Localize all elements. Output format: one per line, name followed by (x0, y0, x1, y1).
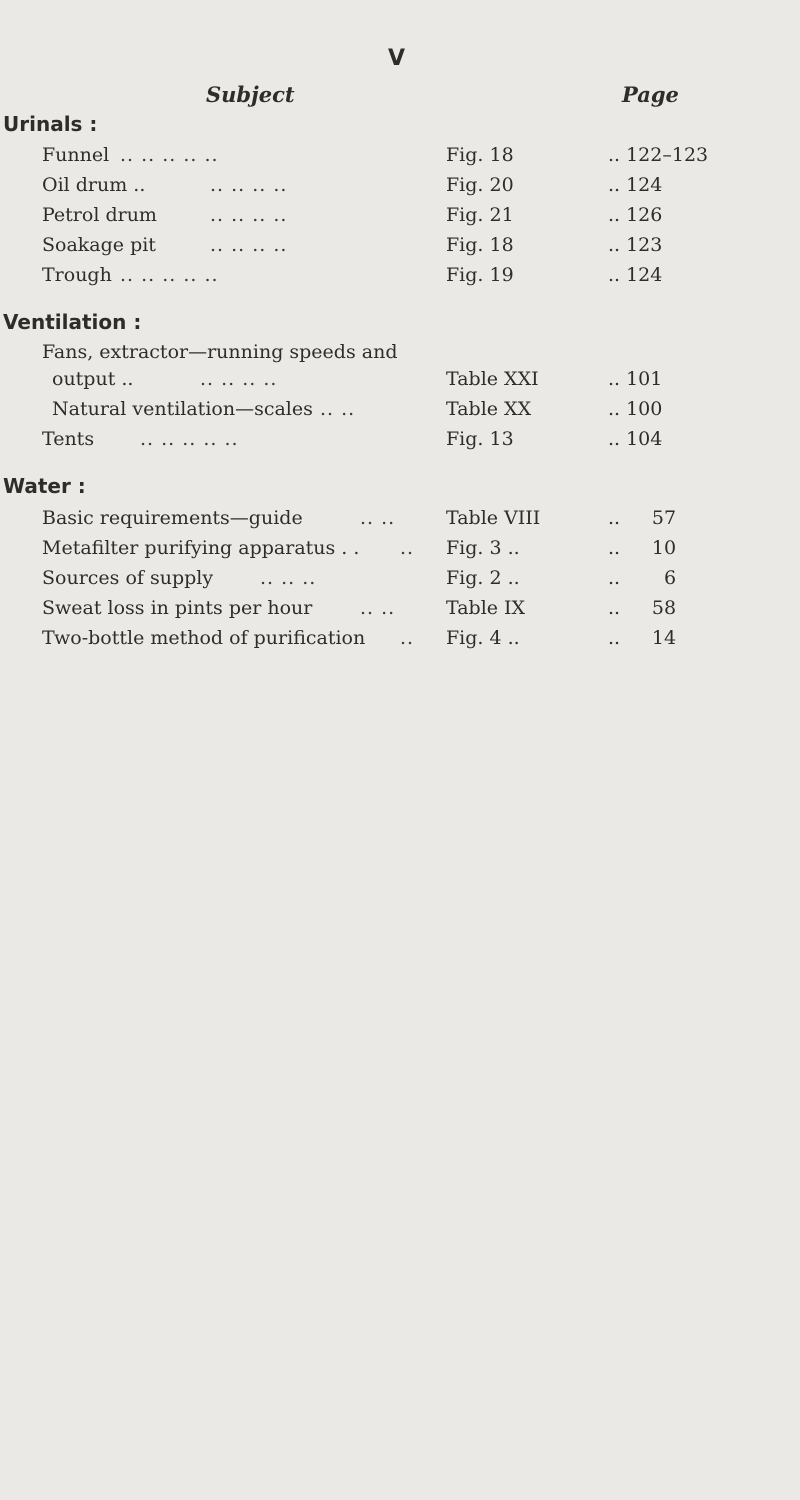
entry-page-number: 14 (651, 627, 677, 649)
entry-subject: Oil drum .. (42, 174, 146, 196)
entry-reference: Fig. 2 .. (446, 567, 520, 589)
entry-page: .. 101 (608, 364, 666, 394)
entry-page: .. 124 (608, 170, 666, 200)
section-title-urinals: Urinals : (3, 112, 98, 136)
index-entry (0, 230, 800, 260)
entry-subject: Natural ventilation—scales (52, 398, 313, 420)
entry-reference: Fig. 19 (446, 264, 514, 286)
index-entry (0, 170, 800, 200)
entry-subject: Petrol drum (42, 204, 157, 226)
leader-dots: .. .. .. .. (210, 174, 288, 196)
entry-page-number: 126 (626, 204, 663, 226)
entry-subject: Two-bottle method of purification (42, 627, 366, 649)
section-title-ventilation: Ventilation : (3, 310, 142, 334)
leader-dots: .. .. .. .. .. (120, 144, 219, 166)
index-entry (0, 563, 800, 593)
entry-subject: Funnel (42, 144, 110, 166)
section-title-water: Water : (3, 474, 86, 498)
entry-page: .. 57 (608, 503, 676, 533)
entry-reference: Fig. 4 .. (446, 627, 520, 649)
subject-column-header: Subject (206, 82, 295, 107)
entry-subject: output .. (52, 368, 134, 390)
entry-page-number: 101 (626, 368, 663, 390)
index-entry (0, 364, 800, 394)
index-entry (0, 394, 800, 424)
index-entry (0, 424, 800, 454)
leader-dots: .. .. .. (260, 567, 317, 589)
entry-reference: Fig. 18 (446, 144, 514, 166)
entry-page: .. 10 (608, 533, 676, 563)
leader-dots: .. .. .. .. (210, 204, 288, 226)
entry-page-number: 104 (626, 428, 663, 450)
entry-page-number: 122–123 (626, 144, 709, 166)
leader-dots: .. .. .. .. (210, 234, 288, 256)
index-entry (0, 623, 800, 653)
entry-page-number: 58 (651, 597, 677, 619)
entry-subject: Soakage pit (42, 234, 156, 256)
entry-reference: Table XXI (446, 368, 539, 390)
entry-page-number: 57 (651, 507, 677, 529)
index-entry (0, 593, 800, 623)
entry-reference: Fig. 13 (446, 428, 514, 450)
entry-page: .. 104 (608, 424, 666, 454)
entry-reference: Table IX (446, 597, 526, 619)
leader-dots: .. .. (360, 597, 396, 619)
entry-page: .. 126 (608, 200, 666, 230)
page-column-header: Page (622, 82, 679, 107)
leader-dots: .. .. .. .. .. (120, 264, 219, 286)
leader-dots: .. .. .. .. .. (140, 428, 239, 450)
index-entry (0, 260, 800, 290)
entry-page: .. 6 (608, 563, 676, 593)
entry-subject: Tents (42, 428, 95, 450)
entry-reference: Fig. 20 (446, 174, 514, 196)
entry-page: .. 100 (608, 394, 666, 424)
leader-dots: .. .. (320, 398, 356, 420)
leader-dots: .. (400, 627, 415, 649)
entry-page: .. 124 (608, 260, 666, 290)
entry-page: .. 58 (608, 593, 676, 623)
entry-reference: Fig. 18 (446, 234, 514, 256)
entry-reference: Table XX (446, 398, 532, 420)
entry-subject: Trough (42, 264, 112, 286)
index-entry (0, 200, 800, 230)
entry-subject-first-line: Fans, extractor—running speeds and (42, 341, 398, 363)
index-entry (0, 140, 800, 170)
leader-dots: .. (400, 537, 415, 559)
entry-page-number: 6 (664, 567, 677, 589)
entry-page: .. 14 (608, 623, 676, 653)
entry-reference: Fig. 21 (446, 204, 514, 226)
entry-page-number: 124 (626, 174, 663, 196)
entry-reference: Table VIII (446, 507, 541, 529)
index-entry (0, 533, 800, 563)
entry-subject: Metafilter purifying apparatus . . (42, 537, 360, 559)
entry-page-number: 10 (651, 537, 677, 559)
entry-subject: Sweat loss in pints per hour (42, 597, 313, 619)
entry-page: .. 123 (608, 230, 666, 260)
entry-page-number: 124 (626, 264, 663, 286)
entry-subject: Sources of supply (42, 567, 214, 589)
entry-subject: Basic requirements—guide (42, 507, 303, 529)
entry-reference: Fig. 3 .. (446, 537, 520, 559)
index-entry (0, 503, 800, 533)
page-number: V (388, 46, 406, 71)
entry-page-number: 100 (626, 398, 663, 420)
leader-dots: .. .. .. .. (200, 368, 278, 390)
entry-page: .. 122–123 (608, 140, 708, 170)
entry-page-number: 123 (626, 234, 663, 256)
leader-dots: .. .. (360, 507, 396, 529)
